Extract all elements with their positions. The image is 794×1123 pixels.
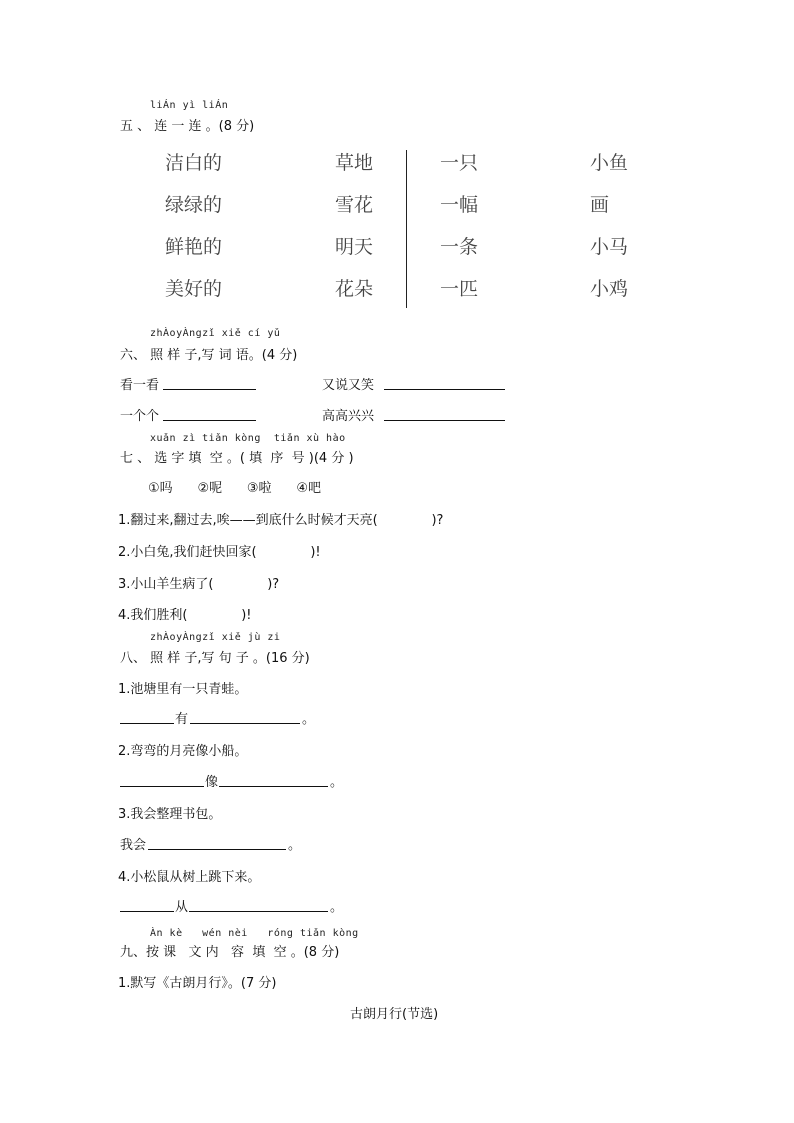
poem-title: 古朗月行(节选) bbox=[350, 1007, 439, 1022]
s5-left2-2: 雪花 bbox=[335, 194, 374, 216]
s5-right2-3: 小马 bbox=[590, 236, 629, 258]
s6-item-2: 又说又笑 bbox=[322, 378, 375, 393]
s8-a2-line-a[interactable] bbox=[120, 786, 204, 787]
s8-a4-line-b[interactable] bbox=[189, 911, 328, 912]
s5-pinyin: liÁn yì liÁn bbox=[150, 100, 229, 111]
s6-answer-line-3[interactable] bbox=[163, 420, 256, 421]
s7-options: ①吗 ②呢 ③啦 ④吧 bbox=[148, 481, 321, 496]
s8-a3-word: 我会 bbox=[120, 838, 147, 853]
s6-answer-line-4[interactable] bbox=[384, 420, 505, 421]
s5-right2-2: 画 bbox=[590, 194, 610, 216]
s6-item-1: 看一看 bbox=[120, 378, 160, 393]
s8-a3-period: 。 bbox=[288, 838, 302, 853]
s8-a1-word: 有 bbox=[175, 712, 189, 727]
s5-left-2: 绿绿的 bbox=[165, 194, 223, 216]
s6-title: 六、 照 样 子,写 词 语。(4 分) bbox=[120, 348, 298, 363]
s8-a4-word: 从 bbox=[175, 900, 189, 915]
s8-a2-period: 。 bbox=[330, 775, 344, 790]
s6-item-4: 高高兴兴 bbox=[322, 409, 375, 424]
s7-q1: 1.翻过来,翻过去,唉——到底什么时候才天亮( )? bbox=[118, 513, 444, 528]
s5-right-1: 一只 bbox=[440, 152, 479, 174]
s5-left2-1: 草地 bbox=[335, 152, 374, 174]
s8-a1-line-a[interactable] bbox=[120, 723, 174, 724]
s8-q2: 2.弯弯的月亮像小船。 bbox=[118, 744, 248, 759]
s5-right-2: 一幅 bbox=[440, 194, 479, 216]
s8-a4-period: 。 bbox=[330, 900, 344, 915]
s8-a3-line[interactable] bbox=[148, 849, 286, 850]
s5-left-1: 洁白的 bbox=[165, 152, 223, 174]
s5-left-4: 美好的 bbox=[165, 278, 223, 300]
s8-a2-word: 像 bbox=[205, 775, 219, 790]
s5-right2-4: 小鸡 bbox=[590, 278, 629, 300]
s5-left2-3: 明天 bbox=[335, 236, 374, 258]
s6-pinyin: zhÀoyÀngzǐ xiě cí yǔ bbox=[150, 328, 281, 339]
s8-q1: 1.池塘里有一只青蛙。 bbox=[118, 682, 248, 697]
s7-pinyin: xuǎn zì tiǎn kòng tiǎn xù hào bbox=[150, 433, 346, 444]
s8-a4-line-a[interactable] bbox=[120, 911, 174, 912]
s7-q3: 3.小山羊生病了( )? bbox=[118, 577, 280, 592]
s9-title: 九、按 课 文 内 容 填 空 。(8 分) bbox=[120, 945, 340, 960]
s8-title: 八、 照 样 子,写 句 子 。(16 分) bbox=[120, 651, 310, 666]
s6-item-3: 一个个 bbox=[120, 409, 160, 424]
s8-pinyin: zhÀoyÀngzǐ xiě jù zi bbox=[150, 632, 281, 643]
s8-q4: 4.小松鼠从树上跳下来。 bbox=[118, 870, 261, 885]
s5-right-3: 一条 bbox=[440, 236, 479, 258]
s5-title: 五 、 连 一 连 。(8 分) bbox=[120, 119, 255, 134]
s8-a1-line-b[interactable] bbox=[190, 723, 300, 724]
s8-a2-line-b[interactable] bbox=[219, 786, 328, 787]
s5-left2-4: 花朵 bbox=[335, 278, 374, 300]
s7-title: 七 、 选 字 填 空 。( 填 序 号 )(4 分 ) bbox=[120, 451, 354, 466]
s5-right-4: 一匹 bbox=[440, 278, 479, 300]
s6-answer-line-2[interactable] bbox=[384, 389, 505, 390]
s8-q3: 3.我会整理书包。 bbox=[118, 807, 222, 822]
s7-q2: 2.小白兔,我们赶快回家( )! bbox=[118, 545, 321, 560]
s5-right2-1: 小鱼 bbox=[590, 152, 629, 174]
column-divider bbox=[406, 150, 407, 308]
s9-pinyin: Àn kè wén nèi róng tiǎn kòng bbox=[150, 928, 359, 939]
s9-q1: 1.默写《古朗月行》。(7 分) bbox=[118, 976, 277, 991]
s5-left-3: 鲜艳的 bbox=[165, 236, 223, 258]
s8-a1-period: 。 bbox=[302, 712, 316, 727]
s7-q4: 4.我们胜利( )! bbox=[118, 608, 252, 623]
s6-answer-line-1[interactable] bbox=[163, 389, 256, 390]
